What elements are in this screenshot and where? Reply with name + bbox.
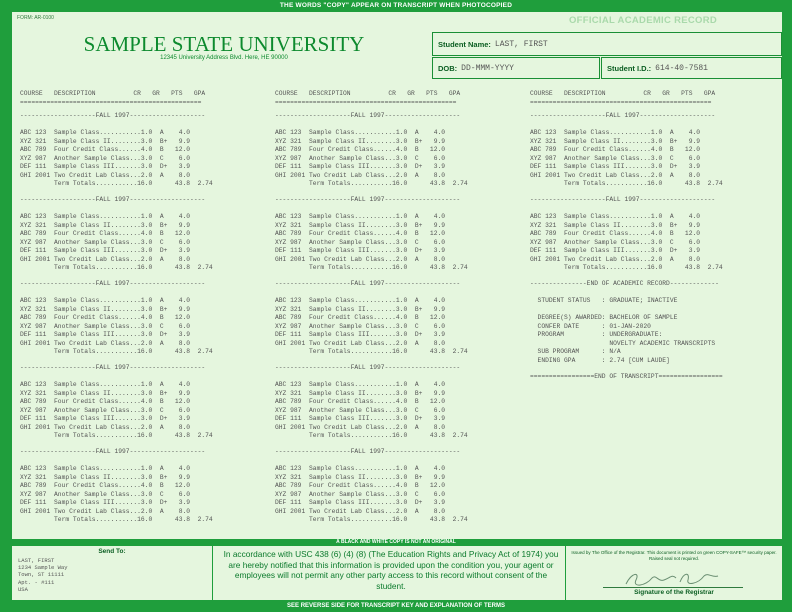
student-name-field [432,32,782,56]
term-block: --------------------FALL 1997-------------------- ABC 123 Sample Class...........1.0 A 4.0 XYZ 321 Sample Class II........3.0 B+ 9.9 ABC 789 Four Credit Class......4.0 B 12.0 XYZ 987 Another Sample Class...3.0 C 6.0 DEF 111 Sample Class III.......3.0 D+ 3.9 GHI 2001 Two Credit Lab Class...2.0 A 8.0 Term Totals...........16.0 43.8 2.74 [20,280,213,355]
student-id-label: Student I.D.: [607,63,652,73]
reverse-side-notice: SEE REVERSE SIDE FOR TRANSCRIPT KEY AND EXPLANATION OF TERMS [287,603,505,609]
official-record-title: OFFICIAL ACADEMIC RECORD [568,15,718,26]
degree-summary: STUDENT STATUS : GRADUATE; INACTIVE DEGREE(S) AWARDED: BACHELOR OF SAMPLE CONFER DATE : 01-JAN-2020 PROGRAM : UNDERGRADUATE: NOVELTY ACADEMIC TRANSCRIPTS SUB PROGRAM : N/A ENDING GPA : 2.74 [CUM LAUDE] [537,297,716,364]
photocopy-notice-banner: THE WORDS "COPY" APPEAR ON TRANSCRIPT WHEN PHOTOCOPIED [279,2,513,9]
signature-line [603,587,743,588]
dob-field [432,57,600,79]
term-block: --------------------FALL 1997-------------------- ABC 123 Sample Class...........1.0 A 4.0 XYZ 321 Sample Class II........3.0 B+ 9.9 ABC 789 Four Credit Class......4.0 B 12.0 XYZ 987 Another Sample Class...3.0 C 6.0 DEF 111 Sample Class III.......3.0 D+ 3.9 GHI 2001 Two Credit Lab Class...2.0 A 8.0 Term Totals...........16.0 43.8 2.74 [530,112,723,187]
term-block: --------------------FALL 1997-------------------- ABC 123 Sample Class...........1.0 A 4.0 XYZ 321 Sample Class II........3.0 B+ 9.9 ABC 789 Four Credit Class......4.0 B 12.0 XYZ 987 Another Sample Class...3.0 C 6.0 DEF 111 Sample Class III.......3.0 D+ 3.9 GHI 2001 Two Credit Lab Class...2.0 A 8.0 Term Totals...........16.0 43.8 2.74 [275,364,468,439]
form-number: FORM: AR-0100 [17,15,54,21]
privacy-act-notice: In accordance with USC 438 (6) (4) (8) (The Education Rights and Privacy Act of 1974) you are hereby notified that this information is provided upon the condition you, your agent or employees will not permit any other party access to this record without consent of the student. [223,549,559,591]
signature-label: Signature of the Registrar [634,589,714,596]
column-header-3 [530,90,715,107]
student-id-value: 614-40-7581 [655,63,708,73]
column-header-text: COURSE DESCRIPTION CR GR PTS GPA [20,90,206,97]
registrar-security-notice: Issued by The Office of the Registrar. This document is printed on green COPY-SAFE™ security paper. Raised seal not required. [571,550,777,561]
university-name: SAMPLE STATE UNIVERSITY [83,32,365,56]
student-name-label: Student Name: [438,39,491,49]
end-of-transcript-line: =================END OF TRANSCRIPT================= [530,373,723,380]
column-header-text: COURSE DESCRIPTION CR GR PTS GPA [530,90,716,97]
term-block: --------------------FALL 1997-------------------- ABC 123 Sample Class...........1.0 A 4.0 XYZ 321 Sample Class II........3.0 B+ 9.9 ABC 789 Four Credit Class......4.0 B 12.0 XYZ 987 Another Sample Class...3.0 C 6.0 DEF 111 Sample Class III.......3.0 D+ 3.9 GHI 2001 Two Credit Lab Class...2.0 A 8.0 Term Totals...........16.0 43.8 2.74 [20,196,213,271]
term-block: --------------------FALL 1997-------------------- ABC 123 Sample Class...........1.0 A 4.0 XYZ 321 Sample Class II........3.0 B+ 9.9 ABC 789 Four Credit Class......4.0 B 12.0 XYZ 987 Another Sample Class...3.0 C 6.0 DEF 111 Sample Class III.......3.0 D+ 3.9 GHI 2001 Two Credit Lab Class...2.0 A 8.0 Term Totals...........16.0 43.8 2.74 [530,196,723,271]
mailing-address: LAST, FIRST 1234 Sample Way Town, ST 11111 Apt. - #111 USA [18,557,68,593]
student-id-field [601,57,782,79]
column-header-1 [20,90,205,107]
dob-value: DD-MMM-YYYY [461,63,514,73]
column-header-2 [275,90,460,107]
bw-copy-notice: A BLACK AND WHITE COPY IS NOT AN ORIGINAL [336,539,456,545]
end-of-record-line: ---------------END OF ACADEMIC RECORD------------- [530,280,719,287]
column-header-text: COURSE DESCRIPTION CR GR PTS GPA [275,90,461,97]
term-block: --------------------FALL 1997-------------------- ABC 123 Sample Class...........1.0 A 4.0 XYZ 321 Sample Class II........3.0 B+ 9.9 ABC 789 Four Credit Class......4.0 B 12.0 XYZ 987 Another Sample Class...3.0 C 6.0 DEF 111 Sample Class III.......3.0 D+ 3.9 GHI 2001 Two Credit Lab Class...2.0 A 8.0 Term Totals...........16.0 43.8 2.74 [275,196,468,271]
term-block: --------------------FALL 1997-------------------- ABC 123 Sample Class...........1.0 A 4.0 XYZ 321 Sample Class II........3.0 B+ 9.9 ABC 789 Four Credit Class......4.0 B 12.0 XYZ 987 Another Sample Class...3.0 C 6.0 DEF 111 Sample Class III.......3.0 D+ 3.9 GHI 2001 Two Credit Lab Class...2.0 A 8.0 Term Totals...........16.0 43.8 2.74 [275,280,468,355]
send-to-title: Send To: [98,548,126,555]
term-block: --------------------FALL 1997-------------------- ABC 123 Sample Class...........1.0 A 4.0 XYZ 321 Sample Class II........3.0 B+ 9.9 ABC 789 Four Credit Class......4.0 B 12.0 XYZ 987 Another Sample Class...3.0 C 6.0 DEF 111 Sample Class III.......3.0 D+ 3.9 GHI 2001 Two Credit Lab Class...2.0 A 8.0 Term Totals...........16.0 43.8 2.74 [20,448,213,523]
column-rule: ================================================ [275,98,457,106]
dob-label: DOB: [438,63,458,73]
column-rule: ================================================ [530,98,712,106]
footer-divider-left [212,546,213,600]
column-rule: ================================================ [20,98,202,106]
term-block: --------------------FALL 1997-------------------- ABC 123 Sample Class...........1.0 A 4.0 XYZ 321 Sample Class II........3.0 B+ 9.9 ABC 789 Four Credit Class......4.0 B 12.0 XYZ 987 Another Sample Class...3.0 C 6.0 DEF 111 Sample Class III.......3.0 D+ 3.9 GHI 2001 Two Credit Lab Class...2.0 A 8.0 Term Totals...........16.0 43.8 2.74 [275,112,468,187]
term-block: --------------------FALL 1997-------------------- ABC 123 Sample Class...........1.0 A 4.0 XYZ 321 Sample Class II........3.0 B+ 9.9 ABC 789 Four Credit Class......4.0 B 12.0 XYZ 987 Another Sample Class...3.0 C 6.0 DEF 111 Sample Class III.......3.0 D+ 3.9 GHI 2001 Two Credit Lab Class...2.0 A 8.0 Term Totals...........16.0 43.8 2.74 [20,364,213,439]
student-name-value: LAST, FIRST [494,39,548,49]
university-address: 12345 University Address Blvd. Here, HE 90000 [160,55,288,61]
term-block: --------------------FALL 1997-------------------- ABC 123 Sample Class...........1.0 A 4.0 XYZ 321 Sample Class II........3.0 B+ 9.9 ABC 789 Four Credit Class......4.0 B 12.0 XYZ 987 Another Sample Class...3.0 C 6.0 DEF 111 Sample Class III.......3.0 D+ 3.9 GHI 2001 Two Credit Lab Class...2.0 A 8.0 Term Totals...........16.0 43.8 2.74 [20,112,213,187]
term-block: --------------------FALL 1997-------------------- ABC 123 Sample Class...........1.0 A 4.0 XYZ 321 Sample Class II........3.0 B+ 9.9 ABC 789 Four Credit Class......4.0 B 12.0 XYZ 987 Another Sample Class...3.0 C 6.0 DEF 111 Sample Class III.......3.0 D+ 3.9 GHI 2001 Two Credit Lab Class...2.0 A 8.0 Term Totals...........16.0 43.8 2.74 [275,448,468,523]
footer-divider-right [565,546,566,600]
